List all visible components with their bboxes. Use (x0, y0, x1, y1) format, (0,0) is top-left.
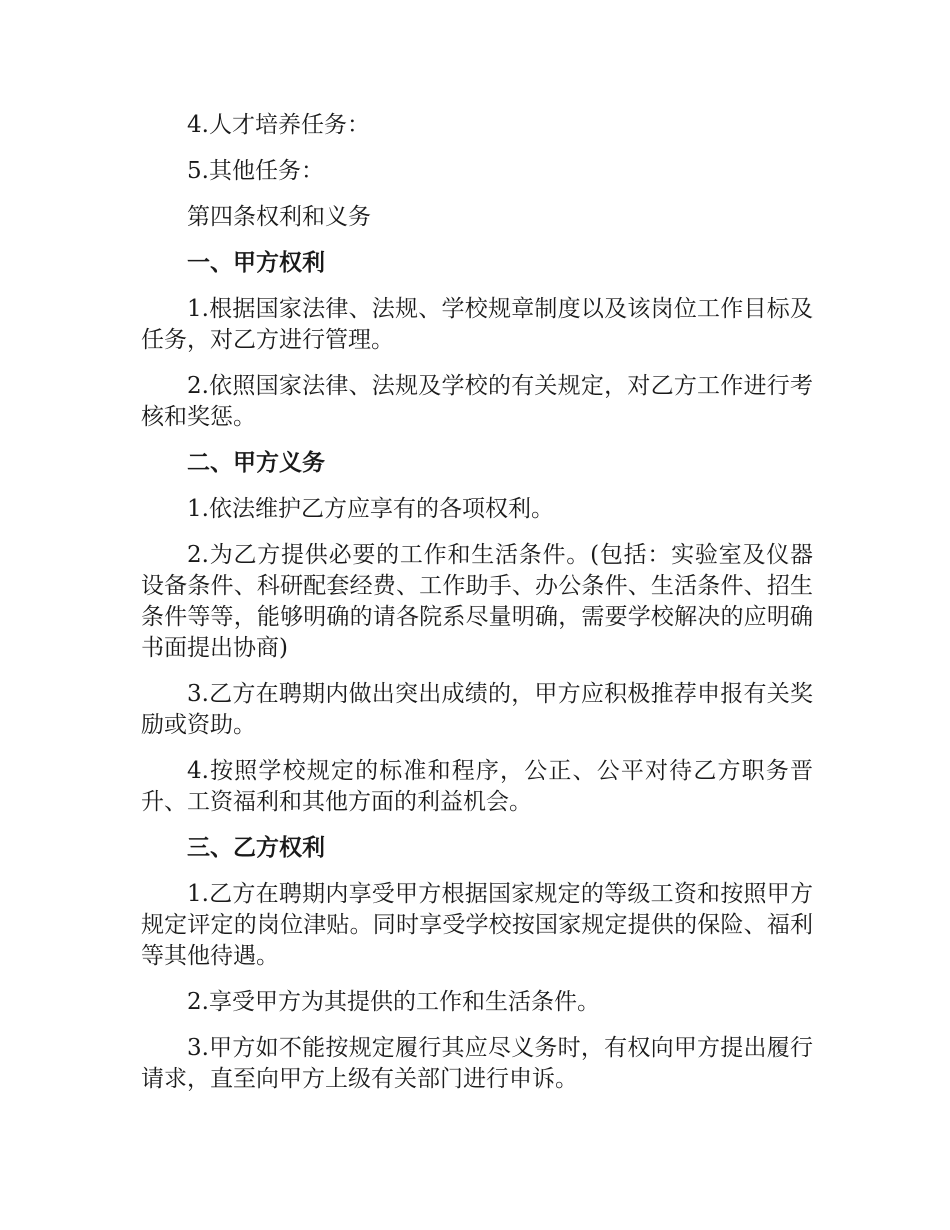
clause-paragraph: 3.甲方如不能按规定履行其应尽义务时，有权向甲方提出履行请求，直至向甲方上级有关部门进行申诉。 (141, 1035, 813, 1092)
article-title: 第四条权利和义务 (187, 204, 371, 230)
document-body (141, 110, 813, 1110)
section-heading-party-a-rights: 一、甲方权利 (187, 250, 325, 276)
clause-paragraph: 1.乙方在聘期内享受甲方根据国家规定的等级工资和按照甲方规定评定的岗位津贴。同时享受学校按国家规定提供的保险、福利等其他待遇。 (141, 881, 813, 969)
clause-paragraph: 2.为乙方提供必要的工作和生活条件。(包括：实验室及仪器设备条件、科研配套经费、工作助手、办公条件、生活条件、招生条件等等，能够明确的请各院系尽量明确，需要学校解决的应明确书面提出协商) (141, 542, 813, 661)
clause-paragraph: 1.依法维护乙方应享有的各项权利。 (187, 496, 554, 522)
clause-paragraph: 4.按照学校规定的标准和程序，公正、公平对待乙方职务晋升、工资福利和其他方面的利益机会。 (141, 758, 813, 815)
clause-paragraph: 3.乙方在聘期内做出突出成绩的，甲方应积极推荐申报有关奖励或资助。 (141, 681, 813, 738)
task-item-talent-training: 4.人才培养任务： (187, 112, 370, 138)
clause-paragraph: 2.享受甲方为其提供的工作和生活条件。 (187, 989, 600, 1015)
section-heading-party-a-duties: 二、甲方义务 (187, 450, 325, 476)
clause-paragraph: 1.根据国家法律、法规、学校规章制度以及该岗位工作目标及任务，对乙方进行管理。 (141, 296, 813, 353)
clause-paragraph: 2.依照国家法律、法规及学校的有关规定，对乙方工作进行考核和奖惩。 (141, 373, 813, 430)
task-item-other: 5.其他任务： (187, 158, 324, 184)
section-heading-party-b-rights: 三、乙方权利 (187, 835, 325, 861)
